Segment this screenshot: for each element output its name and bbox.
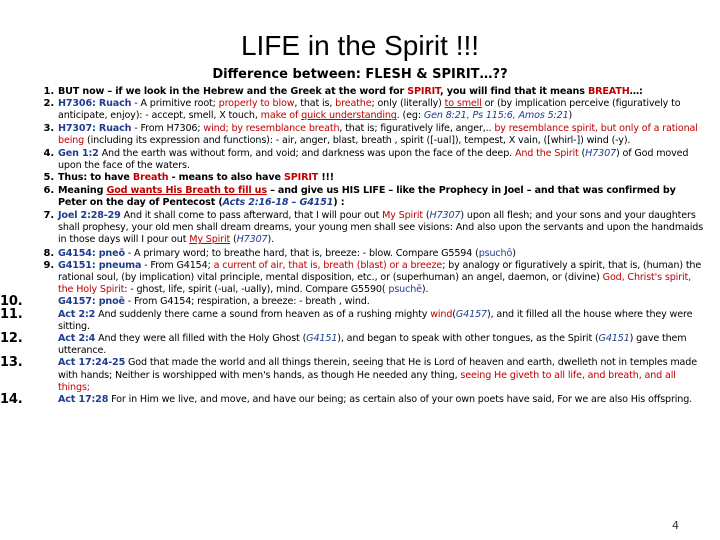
item-text-segment: ). <box>267 234 274 246</box>
item-number: 9. <box>43 259 54 271</box>
item-text-segment: Act 17:24-25 <box>58 357 126 369</box>
list-item <box>0 331 706 357</box>
list-item <box>0 294 706 310</box>
item-text-segment: seeing He giveth to all life, and breath, and all things; <box>58 369 676 393</box>
item-text-segment: , that is; figuratively life, anger,.. <box>339 122 495 134</box>
list-item <box>43 148 706 172</box>
item-text-segment: ) : <box>333 196 345 208</box>
item-text-segment: , you will find that it means <box>440 86 588 97</box>
item-text-segment: And it shall come to pass afterward, that I will pour out <box>120 210 383 222</box>
item-text-segment: And suddenly there came a sound from heaven as of a rushing mighty <box>95 308 431 320</box>
item-text-segment: !!! <box>318 172 335 184</box>
item-text-segment: . (eg: <box>396 110 424 122</box>
item-text-segment: - From H7306; <box>131 122 204 134</box>
item-text-segment: : - ghost, life, spirit (-ual, -ually), mind. Compare G5590( <box>124 284 389 296</box>
item-text-segment: ), and it filled all the house where they were sitting. <box>58 308 693 332</box>
item-text-segment: - From G4154; respiration, a breeze: - breath , wind. <box>124 296 370 308</box>
item-text-segment: ), and began to speak with other tongues, as the Spirit ( <box>337 333 599 345</box>
item-text-segment: ; only (literally) <box>371 98 445 110</box>
item-text-segment: quick understanding <box>301 110 397 122</box>
item-text-segment: ) <box>568 110 573 122</box>
page-number: 4 <box>672 519 679 532</box>
item-text-segment: God that made the world and all things therein, seeing that He is Lord of heaven and earth, dwelleth not in temples made with hands; Neither is worshipped with men's hands, as though He needed any thing, <box>58 357 697 381</box>
item-text-segment: G4151 <box>598 333 630 345</box>
item-text-segment: And the Spirit <box>514 148 579 160</box>
item-text-segment: Act 17:28 <box>58 394 109 406</box>
item-text-segment: BREATH <box>588 86 630 97</box>
item-text-segment: ( <box>423 210 430 222</box>
item-text-segment: H7307 <box>585 148 617 160</box>
item-text-segment: by resemblance spirit, but only of a rational being <box>58 122 698 146</box>
item-text-segment: BUT now – if we look in the Hebrew and the Greek at the word for <box>58 86 408 97</box>
item-text-segment: My Spirit <box>189 234 231 246</box>
list-item <box>43 210 706 247</box>
item-number: 10. <box>0 294 23 310</box>
list-item <box>43 172 706 184</box>
item-number: 1. <box>43 86 54 97</box>
item-text-segment: And the earth was without form, and void; and darkness was upon the face of the deep. <box>98 148 515 160</box>
item-number: 12. <box>0 331 23 347</box>
item-text-segment: H7307: Ruach <box>58 122 132 134</box>
item-text-segment: Act 2:2 <box>58 308 96 320</box>
item-number: 5. <box>43 172 54 184</box>
item-text-segment: ) <box>512 247 516 259</box>
item-text-segment: make of <box>260 110 302 122</box>
item-number: 13. <box>0 355 23 371</box>
list-item <box>43 86 706 98</box>
item-text-segment: breathe <box>335 98 372 110</box>
item-text-segment: Act 2:4 <box>58 333 96 345</box>
list-item <box>0 306 706 333</box>
item-number: 4. <box>43 148 54 160</box>
item-text-segment: For in Him we live, and move, and have our being; as certain also of your own poets have said, For we are also His offspring. <box>108 394 693 406</box>
item-text-segment: - means to also have <box>168 172 285 184</box>
item-text-segment: ( <box>452 308 456 320</box>
item-number: 11. <box>0 306 23 322</box>
item-text-segment: ) upon all flesh; and your sons and your daughters shall prophesy, your old men shall dream dreams, your young men shall see visions: And also upon the servants and upon the handmaids in those days will I pour out <box>58 210 704 246</box>
item-text-segment: God wants His Breath to fill us <box>106 184 267 196</box>
page-subtitle: Difference between: FLESH & SPIRIT…?? <box>212 67 508 82</box>
page-title: LIFE in the Spirit !!! <box>240 30 480 61</box>
item-text-segment: G4151 <box>306 333 338 345</box>
item-text-segment: H7306: Ruach <box>58 98 132 110</box>
list-item <box>43 184 706 209</box>
item-text-segment: psuchō <box>478 247 513 259</box>
item-text-segment: a current of air, that is, breath (blast) or a breeze <box>213 259 443 271</box>
item-text-segment: ( <box>578 148 586 160</box>
item-text-segment: psuchē <box>388 284 422 296</box>
item-number: 3. <box>43 122 54 134</box>
item-text-segment: ( <box>230 234 237 246</box>
list-item <box>0 392 706 408</box>
numbered-list <box>0 86 706 408</box>
item-text-segment: SPIRIT <box>284 172 319 184</box>
item-text-segment: Joel 2:28-29 <box>58 210 121 222</box>
item-number: 8. <box>43 247 54 259</box>
item-text-segment: , that is, <box>294 98 336 110</box>
item-text-segment: SPIRIT <box>407 86 441 97</box>
item-text-segment: Thus: to have <box>58 172 133 184</box>
item-text-segment: G4157: pnoē <box>58 296 125 308</box>
item-text-segment: properly to blow <box>218 98 295 110</box>
item-text-segment: Meaning <box>58 184 107 196</box>
item-text-segment: Acts 2:16-18 – G4151 <box>222 196 334 208</box>
item-text-segment: ). <box>421 284 429 296</box>
item-text-segment: …: <box>629 86 643 97</box>
item-text-segment: - A primary word; to breathe hard, that is, breeze: - blow. Compare G5594 ( <box>124 247 479 259</box>
item-text-segment: ) gave them utterance. <box>58 333 687 357</box>
item-text-segment: Breath <box>132 172 169 184</box>
item-number: 2. <box>43 98 54 110</box>
list-item <box>43 122 706 147</box>
item-text-segment: Gen 8:21, Ps 115:6, Amos 5:21 <box>423 110 569 122</box>
item-text-segment: Gen 1:2 <box>58 148 99 160</box>
item-text-segment: G4154: pneō <box>58 247 125 259</box>
item-number: 6. <box>43 184 54 196</box>
item-text-segment: God, Christ's spirit, the Holy Spirit <box>58 272 692 296</box>
item-text-segment: H7307 <box>236 234 268 246</box>
item-text-segment: And they were all filled with the Holy Ghost ( <box>95 333 307 345</box>
item-text-segment: - From G4154; <box>141 259 214 271</box>
item-text-segment: to smell <box>444 98 482 110</box>
item-text-segment: G4151: pneuma <box>58 259 142 271</box>
item-text-segment: My Spirit <box>382 210 423 222</box>
list-item <box>43 259 706 297</box>
item-text-segment: or (by implication perceive (figuratively to anticipate, enjoy): - accept, smell, X touch, <box>58 98 681 122</box>
item-number: 7. <box>43 210 54 222</box>
list-item <box>43 247 706 260</box>
item-text-segment: H7307 <box>429 210 461 222</box>
item-text-segment: ) of God moved upon the face of the waters. <box>58 148 689 172</box>
item-text-segment: G4157 <box>455 308 487 320</box>
list-item <box>0 355 706 394</box>
item-text-segment: ; by analogy or figuratively a spirit, that is, (human) the rational soul, (by implication) vital principle, mental disposition, etc., or (superhuman) an angel, daemon, or (divine) <box>58 259 702 284</box>
list-item <box>43 98 706 122</box>
item-text-segment: - A primitive root; <box>131 98 219 110</box>
item-text-segment: (including its expression and functions): - air, anger, blast, breath , spirit ([-ual]), tempest, X vain, ([whirl-]) wind (-y). <box>84 134 631 146</box>
item-number: 14. <box>0 392 23 408</box>
item-text-segment: wind <box>430 308 453 320</box>
item-text-segment: – and give us HIS LIFE – like the Prophecy in Joel – and that was confirmed by Peter on the day of Pentecost ( <box>58 184 676 208</box>
item-text-segment: wind; by resemblance breath <box>203 122 340 134</box>
